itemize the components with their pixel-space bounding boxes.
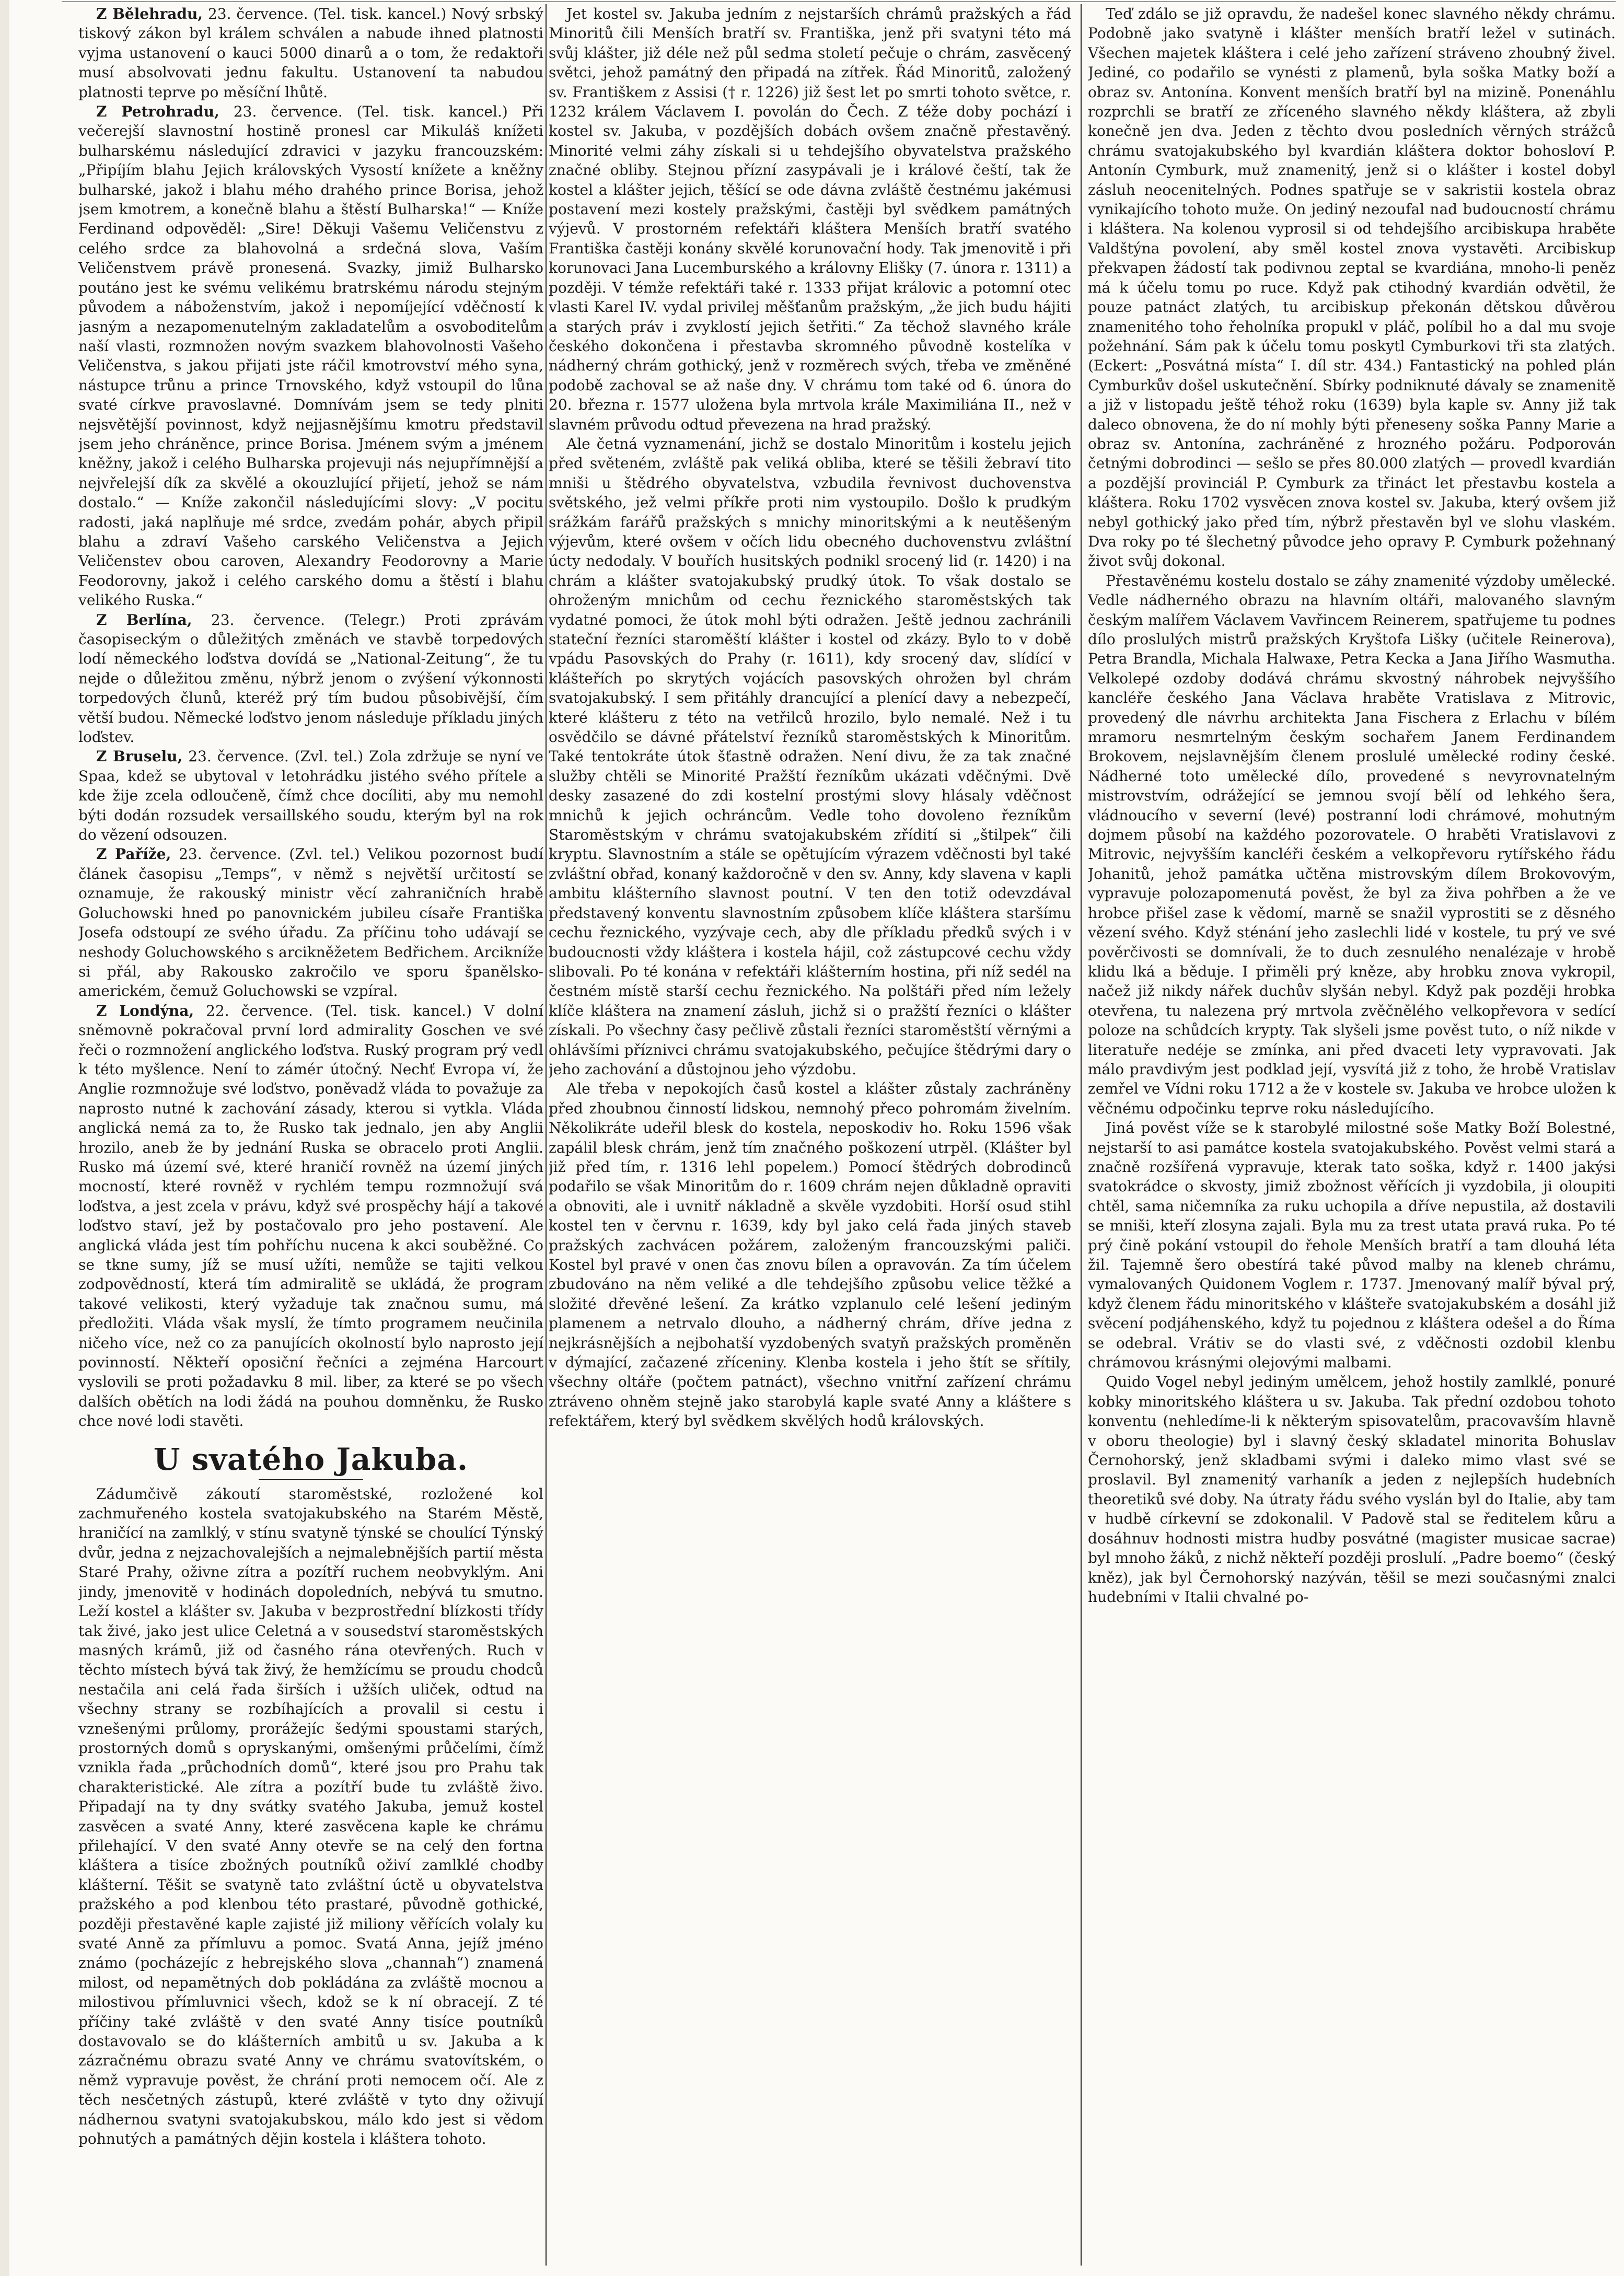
article-paragraph: Teď zdálo se již opravdu, že nadešel konec slavného někdy chrámu. Podobně jako svatyně i klášter menších bratří ležel v sutinách. Všechen majetek kláštera i celé jeho zařízení stráveno zhoubný živel. Jediné, co podařilo se vynésti z plamenů, byla soška Matky boží a obraz sv. Antonína. Konvent menších bratří byl na mizině. Ponenáhlu rozprchli se bratří ze zříceného slavného někdy kláštera, až zbyli konečně jen dva. Jeden z těchto dvou posledních věrných strážců chrámu svatojakubského byl kvardián kláštera doktor bohosloví P. Antonín Cymburk, muž znamenitý, jenž si o klášter i kostel dobyl zásluh neocenitelných. Podnes spatřuje se v sakristii kostela obraz vynikajícího tohoto muže. On jediný nezoufal nad budoucností chrámu i kláštera. Na kolenou vyprosil si od tehdejšího arcibiskupa hraběte Valdštýna povolení, aby směl kostel znova vystavěti. Arcibiskup překvapen žádostí tak podivnou zeptal se kvardiána, mnoho-li peněz má k účelu tomu po ruce. Když pak ctihodný kvardián odvětil, že pouze patnáct zlatých, tu arcibiskup překonán dětskou důvěrou znamenitého toho řeholníka propukl v pláč, políbil ho a dal mu svoje požehnání. Sám pak k účelu tomu poskytl Cymburkovi tři sta zlatých. (Eckert: „Posvátná místa“ I. díl str. 434.) Fantastický na pohled plán Cymburkův došel uskutečnění. Sbírky podniknuté dávaly se znamenitě a již v listopadu ještě téhož roku (1639) byla kaple sv. Anny již tak daleco obnovena, že do ní mohly býti přeneseny soška Panny Marie a obraz sv. Antonína, zachráněné z hrozného požáru. Podporován četnými dobrodinci — sešlo se přes 80.000 zlatých — provedl kvardián a pozdější provinciál P. Cymburk za třináct let přestavbu kostela a kláštera. Roku 1702 vysvěcen znova kostel sv. Jakuba, který ovšem již nebyl gothický jako před tím, nýbrž přestavěn byl ve slohu vlaském. Dva roky po té šlechetný původce jeho opravy P. Cymburk požehnaný život svůj dokonal.: [1088, 5, 1616, 570]
article-paragraph: Quido Vogel nebyl jediným umělcem, jehož hostily zamlklé, ponuré kobky minoritského kláštera u sv. Jakuba. Tak přední ozdobou tohoto konventu (nehledíme-li k některým spisovatelům, pracovavším hlavně v oboru theologie) byl i slavný český skladatel minorita Bohuslav Černohorský, jenž skladbami svými i daleko mimo vlast své se proslavil. Byl znamenitý varhaník a jeden z nejlepších hudebních theoretiků své doby. Na útraty řádu svého vyslán byl do Italie, aby tam v hudbě církevní se zdokonalil. V Padově stal se ředitelem kůru a dosáhnuv hodnosti mistra hudby posvátné (magister musicae sacrae) byl mnoho žáků, z nichž někteří později proslulí. „Padre boemo“ (český kněz), jak byl Černohorský nazýván, těšil se mezi současnými znalci hudebními v Italii chvalné po-: [1088, 1373, 1616, 1606]
news-item: [78, 4, 543, 102]
news-text: 23. července. (Telegr.) Proti zprávám časopiseckým o důležitých změnách ve stavbě torpedových lodí německého loďstva dovídá se „National-Zeitung“, že tu nejde o důležitou změnu, nýbrž jenom o zvýšení výkonnosti torpedových člunů, kteréž prý tím budou působivější, čím větší budou. Německé loďstvo jenom následuje příkladu jiných loďstev.: [78, 611, 543, 746]
news-text: 23. července. (Zvl. tel.) Zola zdržuje se nyní ve Spaa, kdež se ubytoval v letohrádku jistého svého přítele a kde žije zcela odloučeně, čímž chce docíliti, aby mu nemohl býti dodán rozsudek versaillského soudu, kterým byl na rok do vězení odsouzen.: [78, 748, 543, 844]
article-paragraph: Ale třeba v nepokojích časů kostel a klášter zůstaly zachráněny před zhoubnou činností lidskou, nemnohý přeco pohromám živelním. Několikráte udeřil blesk do kostela, neposkodiv ho. Roku 1596 však zapálil blesk chrám, jenž tím značného poškození utrpěl. (Klášter byl již před tím, r. 1316 lehl popelem.) Pomocí štědrých dobrodinců podařilo se však Minoritům do r. 1609 chrám nejen důkladně opraviti a obnoviti, ale i uvnitř nákladně a skvěle vyzdobiti. Horší osud stihl kostel ten v červnu r. 1639, kdy byl jako celá řada jiných staveb pražských zachvácen požárem, založeným francouzskými paliči. Kostel byl pravé v onen čas znovu bílen a opravován. Za tím účelem zbudováno na něm veliké a dle tehdejšího způsobu velice těžké a složité dřevěné lešení. Za krátko vzplanulo celé lešení jediným plamenem a netrvalo dlouho, a nádherný chrám, dříve jedna z nejkrásnějších a nejbohatší vyzdobených svatyň pražských proměněn v dýmající, začazené zříceniny. Klenba kostela i jeho štít se sřítily, všechny oltáře (počtem patnáct), všechno vnitřní zařízení chrámu ztráveno ohněm stejně jako starobylá kaple svaté Anny a kláštere s refektářem, který byl svědkem skvělých hodů královských.: [549, 1080, 1071, 1430]
column-3: [1088, 4, 1616, 2266]
article-paragraph: Jiná pověst víže se k starobylé milostné soše Matky Boží Bolestné, nejstarší to asi památce kostela svatojakubského. Pověst velmi stará a značně rozšířená vypravuje, kterak tato soška, když r. 1400 jakýsi svatokrádce o skvosty, jimiž zbožnost věřících ji vyzdobila, ji oloupiti chtěl, sama ničemníka za ruku uchopila a dříve nepustila, až dostavili se mniši, kteří zlosyna zajali. Byla mu za trest utata pravá ruka. Po té prý čině pokání vstoupil do řehole Menších bratří a tam dlouhá léta žil. Tajemně šero obestírá také původ malby na kleneb chrámu, vymalovaných Quidonem Voglem r. 1737. Jmenovaný malíř býval prý, když členem řádu minoritského v klášteře svatojakubském a dosáhl již svěcení podjáhenského, když tu pojednou z kláštera odešel a do Říma se odebral. Vrátiv se do vlasti své, z vděčnosti ozdobil klenbu chrámovou krásnými olejovými malbami.: [1088, 1119, 1616, 1372]
article-paragraph: Zádumčivě zákoutí staroměstské, rozložené kol zachmuřeného kostela svatojakubského na Starém Městě, hraničící na zamlklý, v stínu svatyně týnské se choulící Týnský dvůr, jedna z nejzachovalejších a nejmalebnějších partií města Staré Prahy, oživne zítra a pozítří ruchem neobvyklým. Ani jindy, jmenovitě v hodinách dopoledních, nebývá tu smutno. Leží kostel a klášter sv. Jakuba v bezprostřední blízkosti třídy tak živé, jako jest ulice Celetná a v sousedství staroměstských masných krámů, již od časného rána otevřených. Ruch v těchto místech bývá tak živý, že hemžícímu se proudu chodců nestačila ani celá řada širších i užších uliček, odtud na všechny strany se rozbíhajících a provalil si cestu i vznešenými průlomy, prorážejíc šedými spoustami starých, prostorných domů s opryskanými, omšenými průčelími, čímž vznikla řada „průchodních domů“, které jsou pro Prahu tak charakteristické. Ale zítra a pozítří bude tu zvláště živo. Připadají na ty dny svátky svatého Jakuba, jemuž kostel zasvěcen a svaté Anny, které zasvěcena kaple ke chrámu přilehající. V den svaté Anny otevře se na celý den fortna kláštera a tisíce zbožných poutníků oživí zamlklé chodby klášterní. Těšit se svatyně tato zvláštní úctě u obyvatelstva pražského a pod klenbou této prastaré, původně gothické, později přestavěné kaple zajisté již miliony věřících volaly ku svaté Anně za přímluvu a pomoc. Svatá Anna, jejíž jméno známo (pocházejíc z hebrejského slova „channah“) znamená milost, od nepamětných dob pokládána za zvláště mocnou a milostivou přímluvnici všech, kdož se k ní obracejí. Z té příčiny také zvláště v den svaté Anny tisíce poutníků dostavovalo se do klášterních ambitů u sv. Jakuba a k zázračnému obrazu svaté Anny ve chrámu svatovítském, o němž vypravuje pověst, že chrání proti nemocem očí. Ale z těch nesčetných zástupů, které zvláště v tyto dny oživují nádhernou svatyni svatojakubskou, málo kdo jest si vědom pohnutých a památných dějin kostela i kláštera tohoto.: [78, 1485, 543, 2148]
news-item: [78, 610, 543, 747]
news-text: 23. července. (Tel. tisk. kancel.) Nový srbský tiskový zákon byl králem schválen a nabude ihned platnosti vyjma ustanovení o kauci 5000 dinarů a o tom, že redaktoři musí absolvovati jednu fakultu. Ustanovení ta nabudou platnosti teprve po měsíční lhůtě.: [78, 5, 543, 101]
news-place: Z Bruselu,: [96, 748, 183, 765]
news-item: [78, 1001, 543, 1431]
news-text: 23. července. (Zvl. tel.) Velikou pozornost budí článek časopisu „Temps“, v němž s největší určitostí se oznamuje, že rakouský ministr věcí zahraničních hrabě Goluchowski hned po panovnickém jubileu císaře Františka Josefa odstoupí ze svého úřadu. Za příčinu toho udávají se neshody Goluchowského s arcikněžetem Bedřichem. Arcikníže si přál, aby Rakousko zakročilo ve sporu španělsko-americkém, čemuž Goluchowski se vzpíral.: [78, 845, 543, 1000]
article-paragraph: Ale četná vyznamenání, jichž se dostalo Minoritům i kostelu jejich před světeném, zvláště pak veliká obliba, které se těšili žebraví tito mniši u štědrého obyvatelstva, vzbudila řevnivost duchovenstva světského, jež velmi příkře proti nim vystoupilo. Došlo k prudkým srážkám farářů pražských s mnichy minoritskými a k neutěšeným výjevům, které ovšem v očích lidu obecného duchovenstvu zvláštní úcty nedodaly. V bouřích husitských podnikl srocený lid (r. 1420) i na chrám a klášter svatojakubský prudký útok. To však dostalo se ohroženým mnichům od cechu řeznického staroměstských tak vydatné pomoci, že útok mohl býti odražen. Ještě jednou zachránili stateční řezníci staroměští klášter i kostel od zkázy. Bylo to v době vpádu Pasovských do Prahy (r. 1611), kdy srocený dav, slídící v klášteřích po skrytých vojácích pasovských ohrožen byl chrám svatojakubský. I sem přitáhly drancující a plenící davy a nebezpečí, které klášteru z této na vetřilců hrozilo, bylo nemalé. Než i tu osvědčilo se dávné přátelství řezníků staroměstských k Minoritům. Také tentokráte útok šťastně odražen. Není divu, že za tak značné služby chtěli se Minorité Pražští řezníkům ukázati vděčnými. Dvě desky zasazené do zdi kostelní prostými slovy hlásaly vděčnost mnichů k jejich ochráncům. Vedle toho dovoleno řezníkům Staroměstským v chrámu svatojakubském zřídití si „štilpek“ čili kryptu. Slavnostním a stále se opětujícím výrazem vděčnosti byl také zvláštní obřad, konaný každoročně v den sv. Anny, kdy slavena v kapli ambitu klášterního slavnost poutní. V ten den totiž odevzdával představený konventu slavnostním způsobem klíče kláštera staršímu cechu řeznického, vyzývaje cech, aby dle příkladu předků svých i v budoucnosti vždy kláštera i kostela hájil, což zástupcové cechu vždy slibovali. Po té konána v refektáři klášterním hostina, při níž sedél na čestném místě starší cechu řeznického. Na polštáři před ním ležely klíče kláštera na znamení zásluh, jichž si o pražští řezníci o klášter získali. Po všechny časy pečlivě zůstali řezníci staroměstští věrnými a ohlávšími příznivci chrámu svatojakubského, pečujíce štědrými dary o jeho zachování a důstojnou jeho výzdobu.: [549, 435, 1071, 1078]
news-item: [78, 102, 543, 610]
page-edge-shadow: [0, 0, 9, 2276]
column-separator: [546, 4, 547, 2266]
article-heading: [78, 1443, 543, 1480]
article-paragraph: Přestavěnému kostelu dostalo se záhy znamenité výzdoby umělecké. Vedle nádherného obrazu na hlavním oltáři, malovaného slavným českým malířem Václavem Vavřincem Reinerem, spatřujeme tu podnes dílo proslulých mistrů pražských Kryštofa Lišky (učitele Reinerova), Petra Brandla, Michala Halwaxe, Petra Kecka a Jana Jiřího Wasmutha. Velkolepé ozdoby dodává chrámu skvostný náhrobek nejvyššího kancléře českého Jana Václava hraběte Vratislava z Mitrovic, provedený dle návrhu architekta Jana Fischera z Erlachu v bílém mramoru nesmrtelným českým sochařem Janem Ferdinandem Brokovem, nejslavnějším členem proslulé umělecké rodiny české. Nádherné toto umělecké dílo, provedené s nevyrovnatelným mistrovstvím, odrážející se jemnou svojí bělí od lehkého šera, vládnoucího v severní (levé) postranní lodi chrámové, mohutným dojmem působí na každého pozorovatele. O hraběti Vratislavovi z Mitrovic, nejvyšším kancléři českém a velkopřevoru rytířského řádu Johanitů, jehož památka učtěna mistrovským dílem Brokovovým, vypravuje polozapomenutá pověst, že byl za živa pohřben a že ve hrobce přišel zase k vědomí, marně se snažil vyprostiti se z děsného vězení svého. Když sténání jeho zaslechli lidé v kostele, tu prý ve své pověrčivosti se domnívali, že to duch zesnulého nenalézaje v hrobě klidu lká a běduje. I přiměli prý kněze, aby hrobku znova vykropil, načež již nikdy nářek duchův slyšán nebyl. Když pak později hrobka otevřena, tu nalezena prý mrtvola zvěčnělého velkopřevora v sedící poloze na schůdcích krypty. Tak slyšeli jsme pověst tuto, o níž nikde v literatuře nedéje se zmínka, ani před dvaceti lety vypravovati. Jak málo pravdivým jest podklad její, vysvítá již z toho, že hrobě Vratislav zemřel ve Vídni roku 1712 a že v kostele sv. Jakuba ve hrobce uložen k věčnému odpočinku teprve roku následujícího.: [1088, 572, 1616, 1117]
article-title: U svatého Jakuba.: [153, 1441, 469, 1477]
news-item: [78, 747, 543, 844]
news-place: Z Bělehradu,: [96, 5, 203, 22]
title-underline: [259, 1479, 363, 1480]
news-place: Z Paříže,: [96, 845, 171, 863]
column-separator: [1081, 4, 1082, 2266]
news-text: 22. července. (Tel. tisk. kancel.) V dolní sněmovně pokračoval první lord admirality Goschen ve své řeči o rozmnožení anglického loďstva. Ruský program prý vedl k této myšlence. Není to zámér útočný. Nechť Evropa ví, že Anglie rozmnožuje své loďstvo, poněvadž vláda to považuje za naprosto nutné k zachování zásady, kterou si vytkla. Vláda anglická nemá za to, že Rusko tak jednalo, jen aby Anglii hrozilo, aneb že by jednání Ruska se obracelo proti Anglii. Rusko má území své, které hraničí rovněž na území jiných mocností, které rovněž v rychlém tempu rozmnožují svá loďstva, a jest zcela v právu, když své prospěchy hájí a takové loďstvo staví, jež by postačovalo pro jeho postavení. Ale anglická vláda jest tím pohříchu nucena k akci souběžné. Co se tkne sumy, jíž se musí užíti, nemůže se tajiti velkou zodpovědností, která tím admiralitě se ukládá, že program takové velikosti, který vyžaduje tak značnou sumu, má předložiti. Vláda však myslí, že tímto programem neučinila ničeho více, než co za panujících okolností bylo naprosto její povinností. Někteří oposiční řečníci a zejména Harcourt vyslovili se proti požadavku 8 mil. liber, za které se po všech dalších obětích na lodi žádá na pouhou domněnku, že Rusko chce nové lodi stavěti.: [78, 1002, 543, 1430]
news-item: [78, 844, 543, 1001]
news-place: Z Londýna,: [96, 1002, 194, 1019]
top-rule: [62, 1, 1616, 2]
news-text: 23. července. (Tel. tisk. kancel.) Při večerejší slavnostní hostině pronesl car Mikuláš knížeti bulharskému následující zdravici v jazyku francouzském: „Připíjím blahu Jejich královských Vysostí knížete a kněžny bulharské, jakož i blahu mého drahého prince Borisa, jehož jsem kmotrem, a konečně blahu a štěstí Bulharska!“ — Kníže Ferdinand odpověděl: „Sire! Děkuji Vašemu Veličenstvu z celého srdce za blahovolná a srdečná slova, Vaším Veličenstvem právě pronesená. Svazky, jimiž Bulharsko poutáno jest ke svému velikému bratrskému národu stejným původem a náboženstvím, jakož i nepomíjející vděčností k jasným a nezapomenutelným zakladatelům a osvoboditelům naší vlasti, rozmnožen novým svazkem blahovolnosti Vašeho Veličenstva, s jakou přijati jste ráčil kmotrovství mého syna, nástupce trůnu a prince Trnovského, když vstoupil do lůna svaté církve pravoslavné. Domnívám jsem se tedy plniti nejsvětější povinnost, když nejjasnějšímu kmotru představil jsem jeho chráněnce, prince Borisa. Jménem svým a jménem kněžny, jakož i celého Bulharska projevuji nás nejupřímnější a nejvřelejší dík za skvělé a okouzlující přijetí, jehož se nám dostalo.“ — Kníže zakončil následujícími slovy: „V pocitu radosti, jaká naplňuje mé srdce, zvedám pohár, abych připil blahu a zdraví Vašeho carského Veličenstva a Jejich Veličenstev obou caroven, Alexandry Feodorovny a Marie Feodorovny, jakož i celého carského domu a štěstí i blahu velikého Ruska.“: [78, 103, 543, 609]
column-1: [78, 4, 543, 2266]
column-2: [549, 4, 1071, 2266]
news-place: Z Berlína,: [96, 611, 192, 629]
news-place: Z Petrohradu,: [96, 103, 219, 121]
article-paragraph: Jet kostel sv. Jakuba jedním z nejstarších chrámů pražských a řád Minoritů čili Menších bratří sv. Františka, jenž při svatyni této má svůj klášter, již déle než půl sedma století pečuje o chrám, zasvěcený světci, jehož památný den připadá na zítřek. Řád Minoritů, založený sv. Františkem z Assisi († r. 1226) již šest let po smrti tohoto světce, r. 1232 králem Václavem I. povolán do Čech. Z téže doby pochází i kostel sv. Jakuba, v pozdějších dobách ovšem značně přestavěný. Minorité velmi záhy získali si u tehdejšího obyvatelstva pražského značné obliby. Stejnou přízní zasypávali je i králové čeští, tak že kostel a klášter jejich, těšící se ode dávna zvláště čestnému jakémusi postavení mezi kostely pražskými, častěji byl svědkem památných výjevů. V prostorném refektáři kláštera Menších bratří svatého Františka častěji konány skvělé korunovační hody. Tak jmenovitě i při korunovaci Jana Lucemburského a královny Elišky (7. února r. 1311) a později. V témže refektáři také r. 1333 přijat královic a potomní otec vlasti Karel IV. vydal privilej měšťanům pražským, „že jich budu hájiti a starých práv i zvyklostí jejich šetřiti.“ Za těchož slavného krále českého dokončena i přestavba skromného původně kostelíka v nádherný chrám gothický, jenž v rozměrech svých, třeba ve změněné podobě zachoval se až naše dny. V chrámu tom také od 6. února do 20. března r. 1577 uložena byla mrtvola krále Maximiliána II., než v slavném průvodu odtud převezena na hrad pražský.: [549, 5, 1071, 433]
